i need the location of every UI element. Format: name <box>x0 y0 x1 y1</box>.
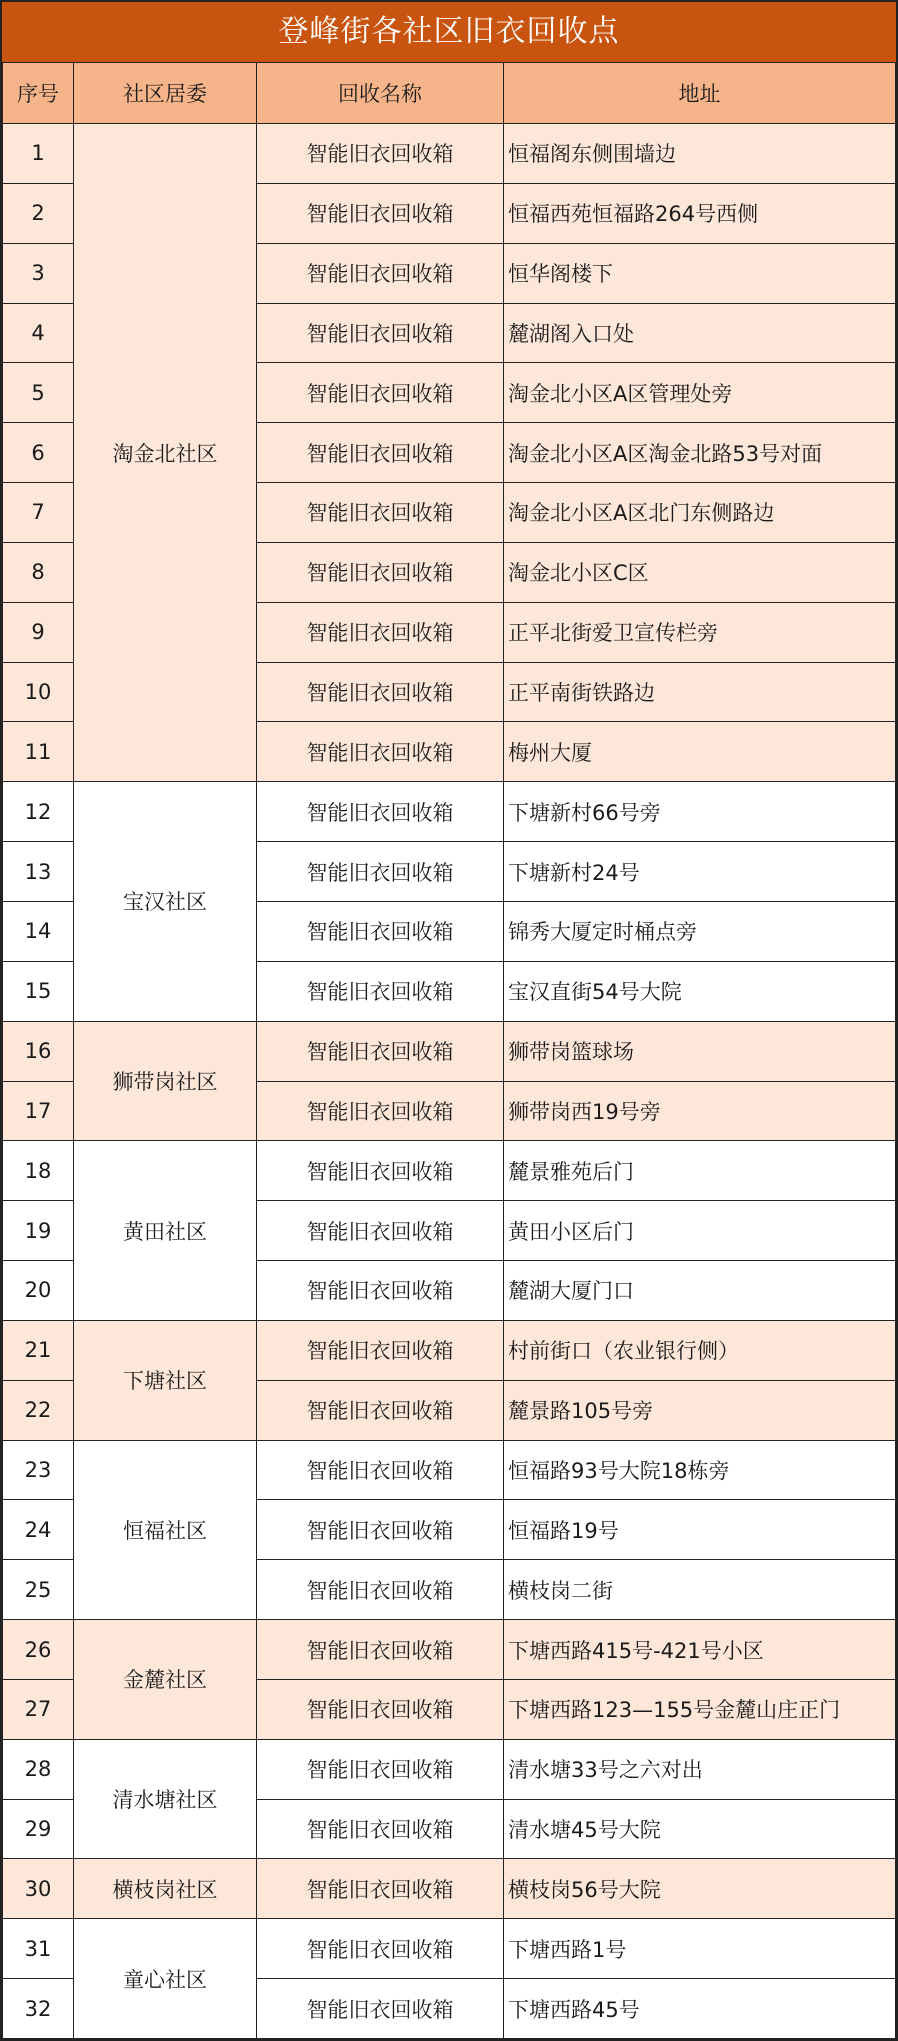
row-index: 12 <box>3 782 74 842</box>
row-index: 18 <box>3 1141 74 1201</box>
address-cell: 恒福路93号大院18栋旁 <box>504 1440 896 1500</box>
row-index: 11 <box>3 722 74 782</box>
row-index: 27 <box>3 1679 74 1739</box>
table-row <box>3 1859 896 1919</box>
recycling-name-cell: 智能旧衣回收箱 <box>257 1500 504 1560</box>
row-index: 8 <box>3 542 74 602</box>
table-row <box>3 1620 896 1680</box>
address-cell: 清水塘45号大院 <box>504 1799 896 1859</box>
address-cell: 横枝岗二街 <box>504 1560 896 1620</box>
recycling-name-cell: 智能旧衣回收箱 <box>257 1859 504 1919</box>
table-row <box>3 1320 896 1380</box>
address-cell: 麓湖大厦门口 <box>504 1261 896 1321</box>
row-index: 10 <box>3 662 74 722</box>
table-row <box>3 1141 896 1201</box>
community-cell: 淘金北社区 <box>74 124 257 782</box>
recycling-name-cell: 智能旧衣回收箱 <box>257 483 504 543</box>
row-index: 25 <box>3 1560 74 1620</box>
row-index: 26 <box>3 1620 74 1680</box>
address-cell: 麓景雅苑后门 <box>504 1141 896 1201</box>
recycling-name-cell: 智能旧衣回收箱 <box>257 303 504 363</box>
community-cell: 下塘社区 <box>74 1320 257 1440</box>
community-cell: 狮带岗社区 <box>74 1021 257 1141</box>
row-index: 13 <box>3 842 74 902</box>
row-index: 7 <box>3 483 74 543</box>
address-cell: 下塘新村24号 <box>504 842 896 902</box>
address-cell: 狮带岗西19号旁 <box>504 1081 896 1141</box>
address-cell: 下塘西路415号-421号小区 <box>504 1620 896 1680</box>
community-cell: 清水塘社区 <box>74 1739 257 1859</box>
row-index: 29 <box>3 1799 74 1859</box>
address-cell: 麓湖阁入口处 <box>504 303 896 363</box>
table-row <box>3 1919 896 1979</box>
row-index: 1 <box>3 124 74 184</box>
address-cell: 淘金北小区A区淘金北路53号对面 <box>504 423 896 483</box>
recycling-name-cell: 智能旧衣回收箱 <box>257 961 504 1021</box>
row-index: 28 <box>3 1739 74 1799</box>
address-cell: 恒福路19号 <box>504 1500 896 1560</box>
row-index: 30 <box>3 1859 74 1919</box>
community-cell: 横枝岗社区 <box>74 1859 257 1919</box>
header-recycling-name: 回收名称 <box>257 63 504 124</box>
address-cell: 麓景路105号旁 <box>504 1380 896 1440</box>
recycling-name-cell: 智能旧衣回收箱 <box>257 1380 504 1440</box>
header-index: 序号 <box>3 63 74 124</box>
recycling-name-cell: 智能旧衣回收箱 <box>257 901 504 961</box>
recycling-name-cell: 智能旧衣回收箱 <box>257 722 504 782</box>
community-cell: 童心社区 <box>74 1919 257 2039</box>
recycling-name-cell: 智能旧衣回收箱 <box>257 124 504 184</box>
recycling-points-table <box>2 62 896 2039</box>
table-body <box>3 124 896 2039</box>
address-cell: 清水塘33号之六对出 <box>504 1739 896 1799</box>
table-row <box>3 1739 896 1799</box>
row-index: 22 <box>3 1380 74 1440</box>
row-index: 31 <box>3 1919 74 1979</box>
header-row <box>3 63 896 124</box>
recycling-name-cell: 智能旧衣回收箱 <box>257 1560 504 1620</box>
recycling-name-cell: 智能旧衣回收箱 <box>257 1979 504 2039</box>
recycling-name-cell: 智能旧衣回收箱 <box>257 1679 504 1739</box>
row-index: 6 <box>3 423 74 483</box>
recycling-name-cell: 智能旧衣回收箱 <box>257 243 504 303</box>
community-cell: 金麓社区 <box>74 1620 257 1740</box>
address-cell: 恒福阁东侧围墙边 <box>504 124 896 184</box>
row-index: 17 <box>3 1081 74 1141</box>
address-cell: 下塘新村66号旁 <box>504 782 896 842</box>
row-index: 16 <box>3 1021 74 1081</box>
recycling-name-cell: 智能旧衣回收箱 <box>257 363 504 423</box>
recycling-name-cell: 智能旧衣回收箱 <box>257 1799 504 1859</box>
recycling-name-cell: 智能旧衣回收箱 <box>257 842 504 902</box>
header-community: 社区居委 <box>74 63 257 124</box>
address-cell: 恒华阁楼下 <box>504 243 896 303</box>
address-cell: 下塘西路1号 <box>504 1919 896 1979</box>
recycling-name-cell: 智能旧衣回收箱 <box>257 423 504 483</box>
recycling-name-cell: 智能旧衣回收箱 <box>257 1201 504 1261</box>
row-index: 2 <box>3 183 74 243</box>
row-index: 19 <box>3 1201 74 1261</box>
address-cell: 梅州大厦 <box>504 722 896 782</box>
recycling-name-cell: 智能旧衣回收箱 <box>257 782 504 842</box>
address-cell: 恒福西苑恒福路264号西侧 <box>504 183 896 243</box>
recycling-name-cell: 智能旧衣回收箱 <box>257 1081 504 1141</box>
recycling-name-cell: 智能旧衣回收箱 <box>257 1141 504 1201</box>
address-cell: 宝汉直街54号大院 <box>504 961 896 1021</box>
address-cell: 横枝岗56号大院 <box>504 1859 896 1919</box>
row-index: 9 <box>3 602 74 662</box>
page-title: 登峰街各社区旧衣回收点 <box>2 2 896 62</box>
address-cell: 下塘西路123—155号金麓山庄正门 <box>504 1679 896 1739</box>
recycling-name-cell: 智能旧衣回收箱 <box>257 183 504 243</box>
address-cell: 下塘西路45号 <box>504 1979 896 2039</box>
row-index: 24 <box>3 1500 74 1560</box>
address-cell: 村前街口（农业银行侧） <box>504 1320 896 1380</box>
recycling-name-cell: 智能旧衣回收箱 <box>257 1320 504 1380</box>
recycling-name-cell: 智能旧衣回收箱 <box>257 542 504 602</box>
table-row <box>3 124 896 184</box>
row-index: 20 <box>3 1261 74 1321</box>
row-index: 32 <box>3 1979 74 2039</box>
row-index: 21 <box>3 1320 74 1380</box>
row-index: 15 <box>3 961 74 1021</box>
table-row <box>3 1440 896 1500</box>
recycling-name-cell: 智能旧衣回收箱 <box>257 662 504 722</box>
recycling-name-cell: 智能旧衣回收箱 <box>257 1739 504 1799</box>
address-cell: 淘金北小区C区 <box>504 542 896 602</box>
row-index: 23 <box>3 1440 74 1500</box>
row-index: 3 <box>3 243 74 303</box>
address-cell: 黄田小区后门 <box>504 1201 896 1261</box>
table-row <box>3 1021 896 1081</box>
address-cell: 淘金北小区A区北门东侧路边 <box>504 483 896 543</box>
address-cell: 正平北街爱卫宣传栏旁 <box>504 602 896 662</box>
header-address: 地址 <box>504 63 896 124</box>
row-index: 5 <box>3 363 74 423</box>
recycling-name-cell: 智能旧衣回收箱 <box>257 1261 504 1321</box>
recycling-name-cell: 智能旧衣回收箱 <box>257 1440 504 1500</box>
address-cell: 锦秀大厦定时桶点旁 <box>504 901 896 961</box>
address-cell: 狮带岗篮球场 <box>504 1021 896 1081</box>
recycling-name-cell: 智能旧衣回收箱 <box>257 1620 504 1680</box>
recycling-name-cell: 智能旧衣回收箱 <box>257 1021 504 1081</box>
recycling-name-cell: 智能旧衣回收箱 <box>257 1919 504 1979</box>
address-cell: 正平南街铁路边 <box>504 662 896 722</box>
recycling-name-cell: 智能旧衣回收箱 <box>257 602 504 662</box>
address-cell: 淘金北小区A区管理处旁 <box>504 363 896 423</box>
table-row <box>3 782 896 842</box>
row-index: 4 <box>3 303 74 363</box>
community-cell: 恒福社区 <box>74 1440 257 1620</box>
community-cell: 黄田社区 <box>74 1141 257 1321</box>
community-cell: 宝汉社区 <box>74 782 257 1021</box>
row-index: 14 <box>3 901 74 961</box>
